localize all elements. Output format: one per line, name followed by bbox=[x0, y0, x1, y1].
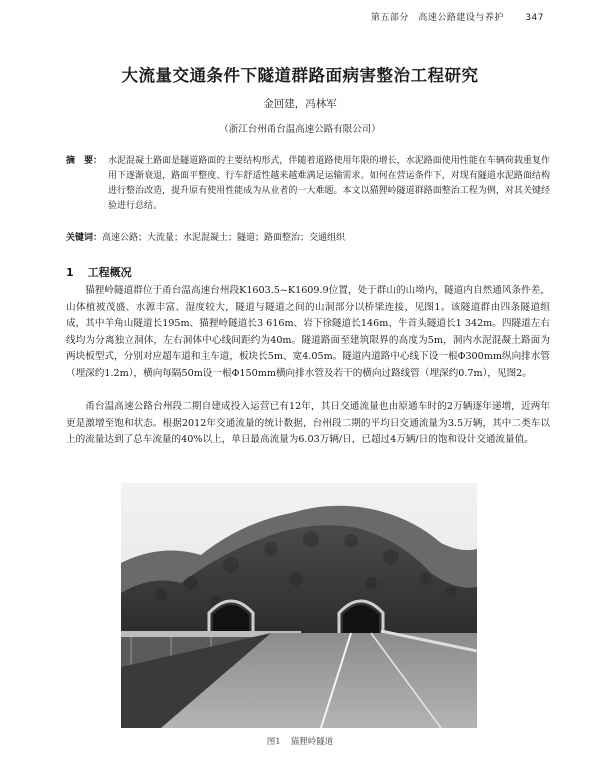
abstract bbox=[66, 154, 550, 214]
page-number: 347 bbox=[525, 13, 544, 23]
figure-caption bbox=[0, 735, 600, 747]
tunnel-photo bbox=[121, 483, 477, 728]
running-header bbox=[371, 10, 544, 23]
header-section: 第五部分 高速公路建设与养护 bbox=[370, 13, 504, 23]
keywords-label: 关键词： bbox=[66, 233, 103, 243]
paragraph-1: 猫狸岭隧道群位于甬台温高速台州段K1603.5~K1609.9位置，处于群山的山坳内，隧道内自然通风条件差，山体植被茂盛、水源丰富、湿度较大，隧道与隧道之间的山洞部分以桥梁连接，见图1。该隧道群由四条隧道组成，其中羊角山隧道长195m、猫狸岭隧道长3 616m、岩下徐隧道长146m、牛首头隧道长1 342m。四隧道左右线均为分离独立洞体，左右洞体中心线间距约为40m。隧道路面至建筑限界的高度为5m，洞内水泥混凝土路面为两块板型式，分别对应超车道和主车道，板块长5m、宽4.05m。隧道内道路中心线下设一根Φ300mm纵向排水管（埋深约1.2m），横向每隔50m设一根Φ150mm横向排水管及若干的横向过路线管（埋深约0.7m），见图2。 bbox=[66, 285, 550, 379]
article-title: 大流量交通条件下隧道群路面病害整治工程研究 bbox=[121, 66, 479, 85]
affiliation: （浙江台州甬台温高速公路有限公司） bbox=[219, 124, 381, 135]
abstract-label: 摘 要： bbox=[66, 156, 103, 166]
paragraph-2: 甬台温高速公路台州段二期自建成投入运营已有12年，其日交通流量也由原通车时的2万辆逐年递增，近两年更是激增至饱和状态。根据2012年交通流量的统计数据，台州段二期的平均日交通流量为3.5万辆，其中二类车以上的流量达到了总车流量的40%以上，单日最高流量为6.03万辆/日，已超过4万辆/日的饱和设计交通流量值。 bbox=[66, 401, 550, 446]
authors: 金回建，冯林军 bbox=[263, 98, 337, 110]
section-heading bbox=[66, 264, 132, 280]
tunnel-photo-drawing bbox=[121, 483, 477, 728]
section-title: 工程概况 bbox=[87, 266, 132, 279]
keywords-text: 高速公路；大流量；水泥混凝土；隧道；路面整治；交通组织 bbox=[102, 233, 346, 243]
keywords bbox=[66, 230, 550, 243]
section-number: 1 bbox=[66, 266, 74, 279]
abstract-text: 水泥混凝土路面是隧道路面的主要结构形式，伴随着道路使用年限的增长，水泥路面使用性能在车辆荷载重复作用下逐渐衰退，路面平整度、行车舒适性越来越难满足运输需求。如何在营运条件下，对现有隧道水泥路面结构进行整治改造，提升原有使用性能成为从业者的一大难题。本文以猫狸岭隧道群路面整治工程为例，对其关键经验进行总结。 bbox=[108, 156, 550, 211]
figure-number: 图1 bbox=[266, 737, 281, 747]
figure-caption-text: 猫狸岭隧道 bbox=[290, 737, 334, 747]
